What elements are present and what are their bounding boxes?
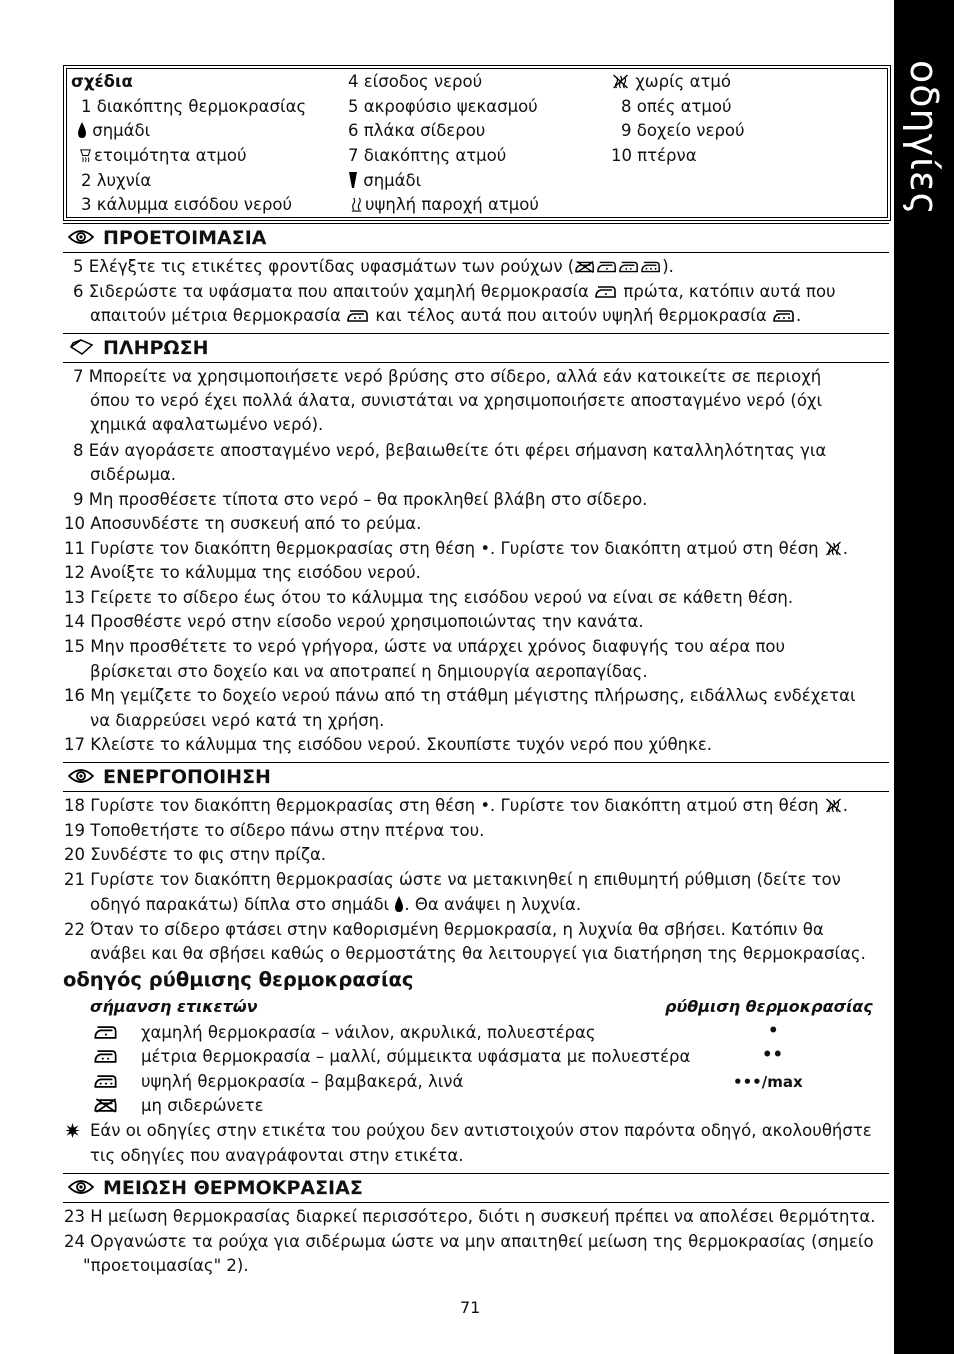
section-prep bbox=[63, 223, 889, 253]
no-steam-icon bbox=[825, 540, 842, 556]
step-24: 24 Οργανώστε τα ρούχα για σιδέρωμα ώστε να μην απαιτηθεί μείωση της θερμοκρασίας (σημείο bbox=[64, 1232, 874, 1251]
parts-box bbox=[63, 65, 891, 221]
part-marker-2: σημάδι bbox=[348, 169, 539, 194]
section-fill bbox=[63, 333, 889, 363]
step-7-cont: χημικά αφαλατωμένο νερό). bbox=[90, 415, 324, 434]
step-23: 23 Η μείωση θερμοκρασίας διαρκεί περισσότερο, διότι η συσκευή πρέπει να απολέσει θερμότητα. bbox=[64, 1207, 876, 1226]
step-16: 16 Μη γεμίζετε το δοχείο νερού πάνω από τη στάθμη μέγιστης πλήρωσης, ειδάλλως ενδέχεται bbox=[64, 686, 856, 705]
iron-high-icon bbox=[94, 1074, 118, 1089]
guide-note: Εάν οι οδηγίες στην ετικέτα του ρούχου δεν αντιστοιχούν στον παρόντα οδηγό, ακολουθήστε bbox=[90, 1121, 872, 1140]
step-8-cont: σιδέρωμα. bbox=[90, 465, 176, 484]
no-iron-icon bbox=[575, 260, 595, 274]
step-13: 13 Γείρετε το σίδερο έως ότου το κάλυμμα της εισόδου νερού να είναι σε κάθετη θέση. bbox=[64, 588, 794, 607]
part-1: 1 διακόπτης θερμοκρασίας bbox=[81, 96, 307, 116]
eye-icon bbox=[68, 229, 94, 245]
step-15: 15 Μην προσθέτετε το νερό γρήγορα, ώστε να υπάρχει χρόνος διαφυγής του αέρα που bbox=[64, 637, 786, 656]
step-7-cont: όπου το νερό έχει πολλά άλατα, συνιστάται να χρησιμοποιήσετε αποσταγμένο νερό (όχι bbox=[90, 391, 823, 410]
no-steam-icon bbox=[612, 73, 629, 89]
step-20: 20 Συνδέστε το φις στην πρίζα. bbox=[64, 845, 327, 864]
parts-heading: σχέδια bbox=[71, 72, 133, 91]
eye-icon bbox=[68, 768, 94, 784]
part-4: 4 είσοδος νερού bbox=[348, 72, 483, 91]
step-5: 5 Ελέγξτε τις ετικέτες φροντίδας υφασμάτων των ρούχων ( ). bbox=[73, 257, 674, 276]
jug-icon bbox=[68, 338, 94, 356]
guide-row-text: υψηλή θερμοκρασία – βαμβακερά, λινά bbox=[141, 1072, 464, 1091]
part-7: 7 διακόπτης ατμού bbox=[348, 146, 507, 166]
section-title: ΕΝΕΡΓΟΠΟΙΗΣΗ bbox=[103, 766, 271, 788]
guide-row-text: χαμηλή θερμοκρασία – νάιλον, ακρυλικά, πολυεστέρας bbox=[141, 1023, 596, 1042]
guide-col-label: σήμανση ετικετών bbox=[90, 997, 258, 1016]
guide-row-text: μέτρια θερμοκρασία – μαλλί, σύμμεικτα υφάσματα με πολυεστέρα bbox=[141, 1047, 691, 1066]
step-9: 9 Μη προσθέσετε τίποτα στο νερό – θα προκληθεί βλάβη στο σίδερο. bbox=[73, 490, 648, 509]
step-18: 18 Γυρίστε τον διακόπτη θερμοκρασίας στη θέση •. Γυρίστε τον διακόπτη ατμού στη θέση . bbox=[64, 796, 849, 815]
no-iron-icon bbox=[94, 1098, 118, 1113]
step-6-cont: απαιτούν μέτρια θερμοκρασία και τέλος αυτά που αιτούν υψηλή θερμοκρασία . bbox=[90, 306, 802, 325]
section-title: ΠΡΟΕΤΟΙΜΑΣΙΑ bbox=[103, 227, 267, 249]
iron-medium-icon bbox=[619, 260, 639, 274]
page-number: 71 bbox=[460, 1298, 481, 1317]
step-21-cont: οδηγό παρακάτω) δίπλα στο σημάδι . Θα ανάψει η λυχνία. bbox=[90, 895, 582, 914]
iron-medium-icon bbox=[347, 309, 369, 323]
step-14: 14 Προσθέστε νερό στην είσοδο νερού χρησιμοποιώντας την κανάτα. bbox=[64, 612, 644, 631]
guide-row-text: μη σιδερώνετε bbox=[141, 1096, 264, 1115]
iron-low-icon bbox=[597, 260, 617, 274]
iron-high-icon bbox=[773, 309, 795, 323]
part-marker: σημάδι bbox=[71, 119, 306, 144]
guide-col-setting: ρύθμιση θερμοκρασίας bbox=[665, 997, 873, 1016]
section-title: ΠΛΗΡΩΣΗ bbox=[103, 337, 209, 359]
step-22-cont: ανάβει και θα σβήσει καθώς ο θερμοστάτης θα λειτουργεί για διατήρηση της θερμοκρασίας. bbox=[90, 944, 866, 963]
step-16-cont: να διαρρεύσει νερό κατά τη χρήση. bbox=[90, 711, 385, 730]
steam-ready-icon bbox=[78, 148, 93, 163]
part-6: 6 πλάκα σίδερου bbox=[348, 121, 486, 141]
marker-icon bbox=[349, 172, 357, 188]
eye-icon bbox=[68, 1179, 94, 1195]
step-7: 7 Μπορείτε να χρησιμοποιήσετε νερό βρύσης στο σίδερο, αλλά εάν κατοικείτε σε περιοχή bbox=[73, 367, 822, 386]
part-8: 8 οπές ατμού bbox=[621, 96, 732, 116]
step-15-cont: βρίσκεται στο δοχείο και να αποτραπεί η δημιουργία αεροπαγίδας. bbox=[90, 662, 648, 681]
parts-col-3 bbox=[611, 70, 745, 169]
high-steam-icon bbox=[349, 197, 364, 212]
parts-col-2 bbox=[348, 70, 539, 218]
iron-high-icon bbox=[641, 260, 661, 274]
guide-row-setting: •• bbox=[762, 1045, 784, 1064]
step-19: 19 Τοποθετήστε το σίδερο πάνω στην πτέρνα του. bbox=[64, 821, 485, 840]
step-10: 10 Αποσυνδέστε τη συσκευή από το ρεύμα. bbox=[64, 514, 422, 533]
drop-icon bbox=[78, 122, 86, 138]
guide-row-setting: •••/max bbox=[733, 1073, 803, 1091]
iron-medium-icon bbox=[94, 1049, 118, 1064]
part-3: 3 κάλυμμα εισόδου νερού bbox=[81, 195, 293, 215]
part-no-steam: χωρίς ατμό bbox=[611, 70, 745, 95]
section-cool bbox=[63, 1173, 889, 1203]
step-8: 8 Εάν αγοράσετε αποσταγμένο νερό, βεβαιωθείτε ότι φέρει σήμανση καταλληλότητας για bbox=[73, 441, 827, 460]
part-steam-ready: ετοιμότητα ατμού bbox=[71, 144, 306, 169]
step-21: 21 Γυρίστε τον διακόπτη θερμοκρασίας ώστε να μετακινηθεί η επιθυμητή ρύθμιση (δείτε τον bbox=[64, 870, 841, 889]
star-icon bbox=[65, 1123, 80, 1138]
guide-title: οδηγός ρύθμισης θερμοκρασίας bbox=[63, 968, 414, 991]
part-2: 2 λυχνία bbox=[81, 170, 152, 190]
part-9: 9 δοχείο νερού bbox=[621, 121, 745, 141]
side-tab bbox=[894, 0, 954, 1354]
step-22: 22 Όταν το σίδερο φτάσει στην καθορισμένη θερμοκρασία, η λυχνία θα σβήσει. Κατόπιν θα bbox=[64, 920, 824, 939]
parts-col-1 bbox=[71, 70, 306, 218]
step-12: 12 Ανοίξτε το κάλυμμα της εισόδου νερού. bbox=[64, 563, 421, 582]
step-17: 17 Κλείστε το κάλυμμα της εισόδου νερού. Σκουπίστε τυχόν νερό που χύθηκε. bbox=[64, 735, 713, 754]
part-10: 10 πτέρνα bbox=[611, 146, 697, 166]
drop-icon bbox=[395, 896, 403, 912]
guide-note-cont: τις οδηγίες που αναγράφονται στην ετικέτα. bbox=[90, 1146, 464, 1165]
iron-low-icon bbox=[595, 285, 617, 299]
side-tab-label: οδηγίες bbox=[902, 60, 946, 216]
step-6: 6 Σιδερώστε τα υφάσματα που απαιτούν χαμηλή θερμοκρασία πρώτα, κατόπιν αυτά που bbox=[73, 282, 836, 301]
step-11: 11 Γυρίστε τον διακόπτη θερμοκρασίας στη θέση •. Γυρίστε τον διακόπτη ατμού στη θέση . bbox=[64, 539, 849, 558]
guide-row-setting: • bbox=[768, 1021, 779, 1040]
part-5: 5 ακροφύσιο ψεκασμού bbox=[348, 96, 538, 116]
section-title: ΜΕΙΩΣΗ ΘΕΡΜΟΚΡΑΣΙΑΣ bbox=[103, 1177, 363, 1199]
part-steam-high: υψηλή παροχή ατμού bbox=[348, 193, 539, 218]
section-on bbox=[63, 762, 889, 792]
step-24-cont: "προετοιμασίας" 2). bbox=[83, 1256, 249, 1275]
iron-low-icon bbox=[94, 1025, 118, 1040]
no-steam-icon bbox=[825, 797, 842, 813]
